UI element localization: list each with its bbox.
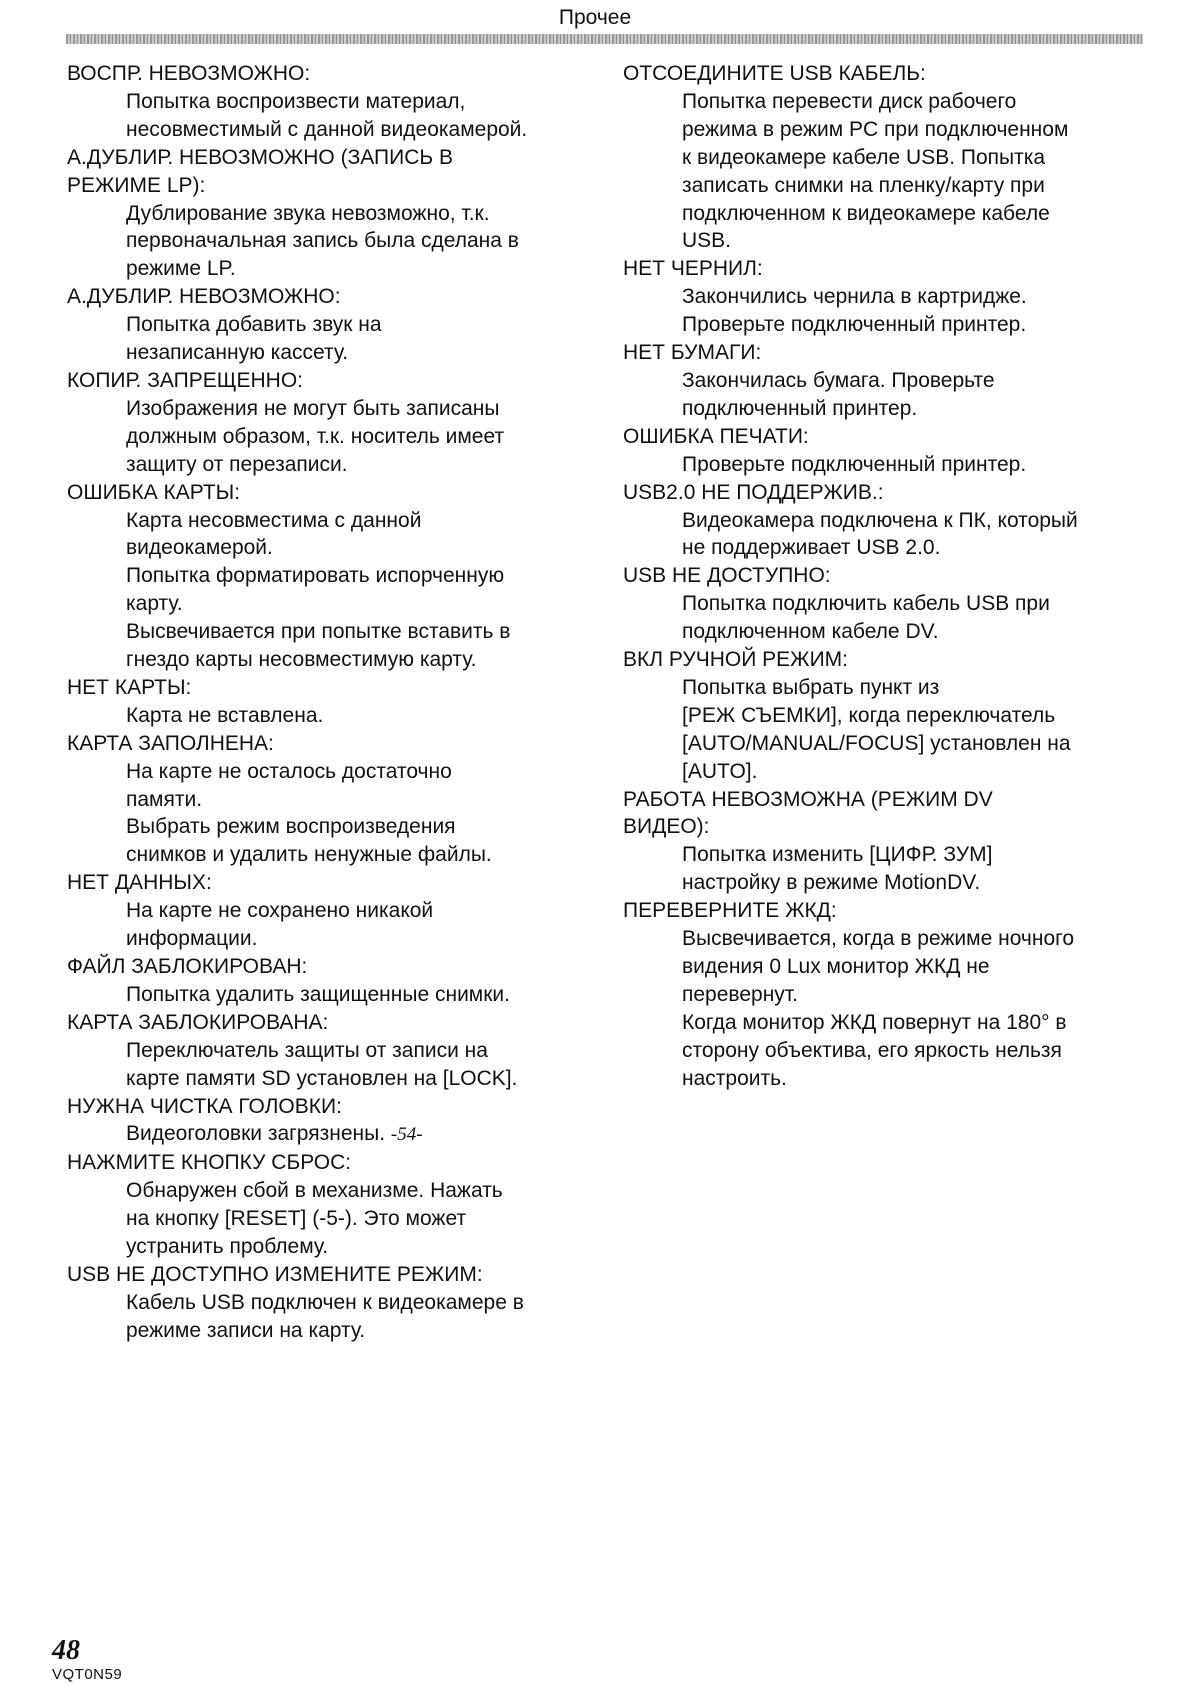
- message-entry: [623, 255, 1163, 339]
- description-text: защиту от перезаписи.: [126, 452, 348, 476]
- description-text: Карта несовместима с данной: [126, 508, 422, 532]
- message-title: ВКЛ РУЧНОЙ РЕЖИМ:: [623, 648, 848, 672]
- message-description-line: [623, 395, 1163, 423]
- message-title: А.ДУБЛИР. НЕВОЗМОЖНО (ЗАПИСЬ В: [67, 145, 454, 169]
- message-description-line: [623, 702, 1163, 730]
- description-text: [AUTO/MANUAL/FOCUS] установлен на: [682, 731, 1071, 755]
- message-description-line: [623, 925, 1163, 953]
- message-title: USB НЕ ДОСТУПНО ИЗМЕНИТЕ РЕЖИМ:: [67, 1262, 483, 1286]
- message-description-line: [67, 255, 607, 283]
- message-description-line: [67, 562, 607, 590]
- message-entry: [623, 646, 1163, 786]
- description-text: снимков и удалить ненужные файлы.: [126, 843, 492, 867]
- message-description-line: [623, 590, 1163, 618]
- message-description-line: [67, 702, 607, 730]
- description-text: Переключатель защиты от записи на: [126, 1038, 488, 1062]
- message-title: РАБОТА НЕВОЗМОЖНА (РЕЖИМ DV: [623, 787, 993, 811]
- message-description-line: [67, 1120, 607, 1149]
- message-entry: [67, 869, 607, 953]
- description-text: настройку в режиме MotionDV.: [682, 871, 981, 895]
- description-text: Высвечивается при попытке вставить в: [126, 620, 511, 644]
- message-description-line: [67, 1233, 607, 1261]
- message-title: НЕТ ЧЕРНИЛ:: [623, 257, 763, 281]
- message-description-line: [67, 786, 607, 814]
- description-text: гнездо карты несовместимую карту.: [126, 648, 477, 672]
- description-text: Проверьте подключенный принтер.: [682, 313, 1027, 337]
- message-title: НЕТ ДАННЫХ:: [67, 871, 212, 895]
- message-entry: [67, 1149, 607, 1261]
- message-title: USB2.0 НЕ ПОДДЕРЖИВ.:: [623, 480, 884, 504]
- message-title: ФАЙЛ ЗАБЛОКИРОВАН:: [67, 955, 308, 978]
- message-entry: [623, 479, 1163, 563]
- message-entry: [67, 60, 607, 144]
- page-reference: -54-: [390, 1124, 423, 1146]
- message-description-line: [67, 618, 607, 646]
- description-text: Попытка выбрать пункт из: [682, 675, 940, 699]
- message-description-line: [67, 88, 607, 116]
- description-text: Выбрать режим воспроизведения: [126, 815, 456, 839]
- message-entry: [623, 897, 1163, 1092]
- description-text: видеокамерой.: [126, 536, 273, 560]
- header-divider-bar: [66, 34, 1143, 44]
- description-text: [AUTO].: [682, 759, 758, 783]
- message-description-line: [67, 116, 607, 144]
- message-entry: [67, 144, 607, 284]
- message-entry: [67, 367, 607, 479]
- message-description-line: [67, 395, 607, 423]
- message-description-line: [623, 841, 1163, 869]
- message-description-line: [623, 507, 1163, 535]
- message-title: ОШИБКА КАРТЫ:: [67, 480, 241, 504]
- right-column: [623, 60, 1163, 1093]
- description-text: режиме записи на карту.: [126, 1318, 366, 1342]
- description-text: памяти.: [126, 787, 203, 811]
- message-description-line: [67, 1065, 607, 1093]
- page-number: 48: [52, 1635, 80, 1666]
- message-title: НУЖНА ЧИСТКА ГОЛОВКИ:: [67, 1094, 342, 1118]
- description-text: карту.: [126, 592, 183, 616]
- description-text: устранить проблему.: [126, 1235, 329, 1259]
- message-title-continued: РЕЖИМЕ LP):: [67, 173, 206, 197]
- message-title: ВОСПР. НЕВОЗМОЖНО:: [67, 62, 311, 85]
- message-description-line: [623, 172, 1163, 200]
- message-description-line: [623, 116, 1163, 144]
- message-title: КАРТА ЗАПОЛНЕНА:: [67, 731, 274, 755]
- message-description-line: [623, 953, 1163, 981]
- description-text: Видеокамера подключена к ПК, который: [682, 508, 1078, 532]
- message-description-line: [67, 1317, 607, 1345]
- description-text: Высвечивается, когда в режиме ночного: [682, 927, 1075, 951]
- message-description-line: [67, 813, 607, 841]
- message-description-line: [623, 674, 1163, 702]
- message-description-line: [623, 367, 1163, 395]
- message-description-line: [623, 730, 1163, 758]
- message-entry: [67, 479, 607, 674]
- message-title: КАРТА ЗАБЛОКИРОВАНА:: [67, 1010, 329, 1034]
- message-description-line: [623, 758, 1163, 786]
- message-description-line: [67, 981, 607, 1009]
- description-text: На карте не осталось достаточно: [126, 759, 452, 783]
- description-text: сторону объектива, его яркость нельзя: [682, 1038, 1062, 1062]
- message-description-line: [67, 227, 607, 255]
- message-title: НЕТ БУМАГИ:: [623, 341, 762, 365]
- message-entry: [623, 562, 1163, 646]
- description-text: к видеокамере кабеле USB. Попытка: [682, 145, 1046, 169]
- message-entry: [623, 60, 1163, 255]
- message-entry: [67, 953, 607, 1009]
- description-text: На карте не сохранено никакой: [126, 899, 434, 923]
- message-description-line: [623, 144, 1163, 172]
- message-title: КОПИР. ЗАПРЕЩЕННО:: [67, 368, 303, 392]
- description-text: записать снимки на пленку/карту при: [682, 173, 1045, 197]
- message-title: НАЖМИТЕ КНОПКУ СБРОС:: [67, 1151, 352, 1175]
- message-description-line: [67, 590, 607, 618]
- message-description-line: [67, 646, 607, 674]
- message-description-line: [623, 1009, 1163, 1037]
- message-description-line: [623, 88, 1163, 116]
- description-text: Попытка удалить защищенные снимки.: [126, 982, 510, 1006]
- description-text: Попытка перевести диск рабочего: [682, 89, 1017, 113]
- description-text: режима в режим PC при подключенном: [682, 117, 1069, 141]
- message-entry: [67, 674, 607, 730]
- message-entry: [67, 1261, 607, 1345]
- description-text: Кабель USB подключен к видеокамере в: [126, 1290, 524, 1314]
- description-text: Видеоголовки загрязнены.: [126, 1122, 386, 1146]
- message-title: А.ДУБЛИР. НЕВОЗМОЖНО:: [67, 285, 341, 309]
- message-description-line: [67, 841, 607, 869]
- message-description-line: [67, 758, 607, 786]
- message-description-line: [67, 534, 607, 562]
- message-entry: [67, 730, 607, 870]
- description-text: Дублирование звука невозможно, т.к.: [126, 201, 490, 225]
- description-text: Попытка подключить кабель USB при: [682, 592, 1050, 616]
- message-description-line: [67, 1205, 607, 1233]
- description-text: настроить.: [682, 1066, 787, 1090]
- description-text: Обнаружен сбой в механизме. Нажать: [126, 1179, 503, 1203]
- message-description-line: [623, 227, 1163, 255]
- description-text: подключенном к видеокамере кабеле: [682, 201, 1050, 225]
- message-title: ОШИБКА ПЕЧАТИ:: [623, 424, 809, 448]
- message-description-line: [67, 200, 607, 228]
- message-description-line: [623, 981, 1163, 1009]
- description-text: подключенном кабеле DV.: [682, 620, 939, 644]
- description-text: Попытка добавить звук на: [126, 313, 382, 337]
- description-text: Проверьте подключенный принтер.: [682, 452, 1027, 476]
- message-description-line: [67, 1289, 607, 1317]
- message-title-continued: ВИДЕО):: [623, 815, 710, 839]
- message-title: ПЕРЕВЕРНИТЕ ЖКД:: [623, 899, 837, 923]
- message-title: НЕТ КАРТЫ:: [67, 675, 192, 699]
- message-entry: [623, 786, 1163, 898]
- message-description-line: [623, 311, 1163, 339]
- message-entry: [67, 1093, 607, 1150]
- description-text: должным образом, т.к. носитель имеет: [126, 424, 505, 448]
- message-description-line: [623, 283, 1163, 311]
- description-text: подключенный принтер.: [682, 396, 918, 420]
- description-text: Карта не вставлена.: [126, 703, 324, 727]
- message-description-line: [623, 869, 1163, 897]
- description-text: незаписанную кассету.: [126, 341, 349, 365]
- message-entry: [623, 339, 1163, 423]
- message-description-line: [623, 200, 1163, 228]
- message-description-line: [67, 311, 607, 339]
- description-text: карте памяти SD установлен на [LOCK].: [126, 1066, 518, 1090]
- description-text: режиме LP.: [126, 257, 236, 281]
- message-description-line: [67, 897, 607, 925]
- section-title: Прочее: [558, 6, 632, 29]
- message-description-line: [67, 1177, 607, 1205]
- message-title: USB НЕ ДОСТУПНО:: [623, 564, 831, 588]
- description-text: Попытка форматировать испорченную: [126, 564, 505, 588]
- description-text: Когда монитор ЖКД повернут на 180° в: [682, 1010, 1067, 1034]
- description-text: Попытка изменить [ЦИФР. ЗУМ]: [682, 843, 993, 867]
- description-text: информации.: [126, 927, 258, 951]
- description-text: Изображения не могут быть записаны: [126, 396, 500, 420]
- message-description-line: [623, 618, 1163, 646]
- message-description-line: [67, 925, 607, 953]
- message-title: ОТСОЕДИНИТЕ USB КАБЕЛЬ:: [623, 62, 926, 85]
- message-description-line: [67, 423, 607, 451]
- message-description-line: [67, 451, 607, 479]
- message-description-line: [623, 534, 1163, 562]
- description-text: Закончились чернила в картридже.: [682, 285, 1027, 309]
- message-description-line: [623, 1037, 1163, 1065]
- message-entry: [67, 283, 607, 367]
- message-description-line: [67, 1037, 607, 1065]
- message-entry: [623, 423, 1163, 479]
- message-description-line: [623, 451, 1163, 479]
- message-description-line: [67, 507, 607, 535]
- description-text: Закончилась бумага. Проверьте: [682, 368, 995, 392]
- description-text: USB.: [682, 229, 732, 253]
- description-text: [РЕЖ СЪЕМКИ], когда переключатель: [682, 703, 1056, 727]
- description-text: Попытка воспроизвести материал,: [126, 89, 466, 113]
- document-code: VQT0N59: [52, 1666, 123, 1683]
- description-text: видения 0 Lux монитор ЖКД не: [682, 955, 990, 978]
- description-text: на кнопку [RESET] (-5-). Это может: [126, 1207, 467, 1231]
- message-description-line: [67, 339, 607, 367]
- message-description-line: [623, 1065, 1163, 1093]
- description-text: несовместимый с данной видеокамерой.: [126, 117, 528, 141]
- left-column: [67, 60, 607, 1345]
- description-text: перевернут.: [682, 982, 798, 1006]
- description-text: первоначальная запись была сделана в: [126, 229, 519, 253]
- message-entry: [67, 1009, 607, 1093]
- description-text: не поддерживает USB 2.0.: [682, 536, 941, 560]
